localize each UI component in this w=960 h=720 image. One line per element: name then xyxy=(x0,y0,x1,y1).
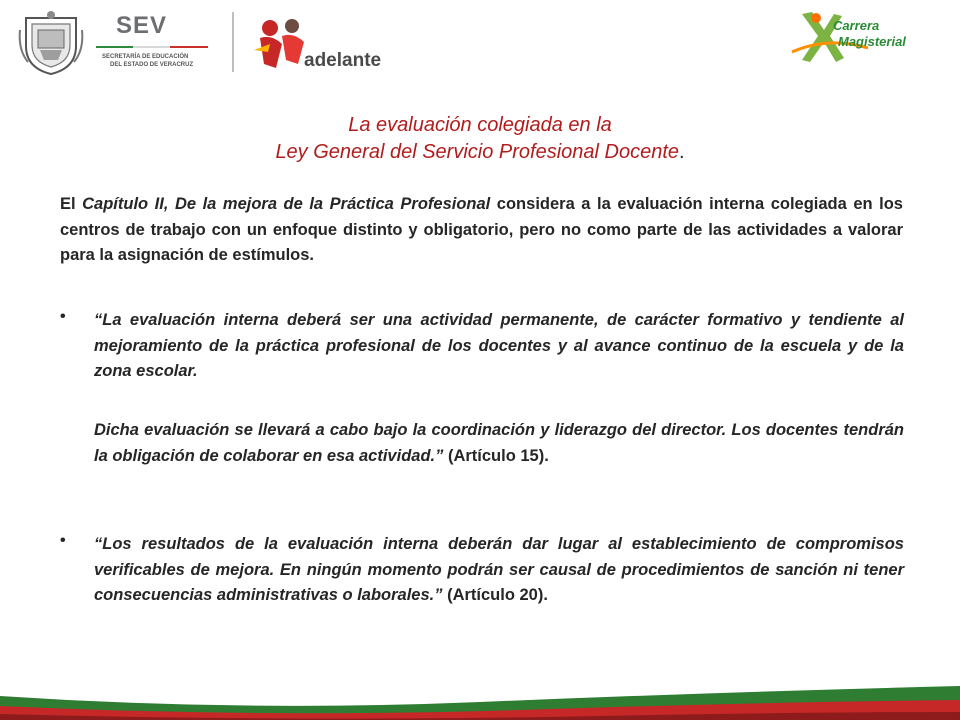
quote-article-15-part1: “La evaluación interna deberá ser una actividad permanente, de carácter formativo y tendiente al mejoramiento de la práctica profesional de los docentes y al avance continuo de la escuela y de la zona escolar. xyxy=(94,311,904,380)
carrera-line2: Magisterial xyxy=(838,34,906,49)
carrera-line1: Carrera xyxy=(833,18,880,33)
title-line-2: Ley General del Servicio Profesional Docente. xyxy=(275,141,685,163)
sev-subtitle-line2: DEL ESTADO DE VERACRUZ xyxy=(110,62,194,68)
chapter-reference: Capítulo II, De la mejora de la Práctica Profesional xyxy=(82,195,491,213)
intro-paragraph: El Capítulo II, De la mejora de la Práctica Profesional considera a la evaluación interna colegiada en los centros de trabajo con un enfoque distinto y obligatorio, pero no como parte de las actividades a valorar para la asignación de estímulos. xyxy=(60,195,903,264)
sev-subtitle: SECRETARÍA DE EDUCACIÓN xyxy=(102,54,189,60)
adelante-figures-icon xyxy=(252,14,312,74)
sev-logo xyxy=(96,12,221,82)
slide-title xyxy=(90,112,870,166)
sev-tricolor-rule xyxy=(96,46,208,48)
header xyxy=(0,0,960,95)
adelante-logo xyxy=(252,14,392,78)
title-line-1: La evaluación colegiada en la xyxy=(348,114,612,136)
quote-article-20: “Los resultados de la evaluación interna deberán dar lugar al establecimiento de compromisos verificables de mejora. En ningún momento podrán ser causal de procedimientos de sanción ni tener consecuencias administrativas o laborales.” (Artículo 20). xyxy=(94,535,904,604)
carrera-magisterial-logo xyxy=(788,8,938,70)
article-15-reference: (Artículo 15). xyxy=(443,446,549,465)
sev-wordmark: SEV xyxy=(116,12,168,39)
logo-divider xyxy=(232,12,234,72)
adelante-wordmark: adelante xyxy=(304,50,382,71)
bottom-decorative-band xyxy=(0,682,960,720)
quote-article-15-part2: Dicha evaluación se llevará a cabo bajo la coordinación y liderazgo del director. Los docentes tendrán la obligación de colaborar en esa actividad.” (Artículo 15). xyxy=(94,421,904,465)
article-20-reference: (Artículo 20). xyxy=(442,586,548,604)
bullet-marker: • xyxy=(60,532,66,549)
bullet-marker: • xyxy=(60,308,66,325)
veracruz-coat-of-arms-logo xyxy=(16,10,86,76)
